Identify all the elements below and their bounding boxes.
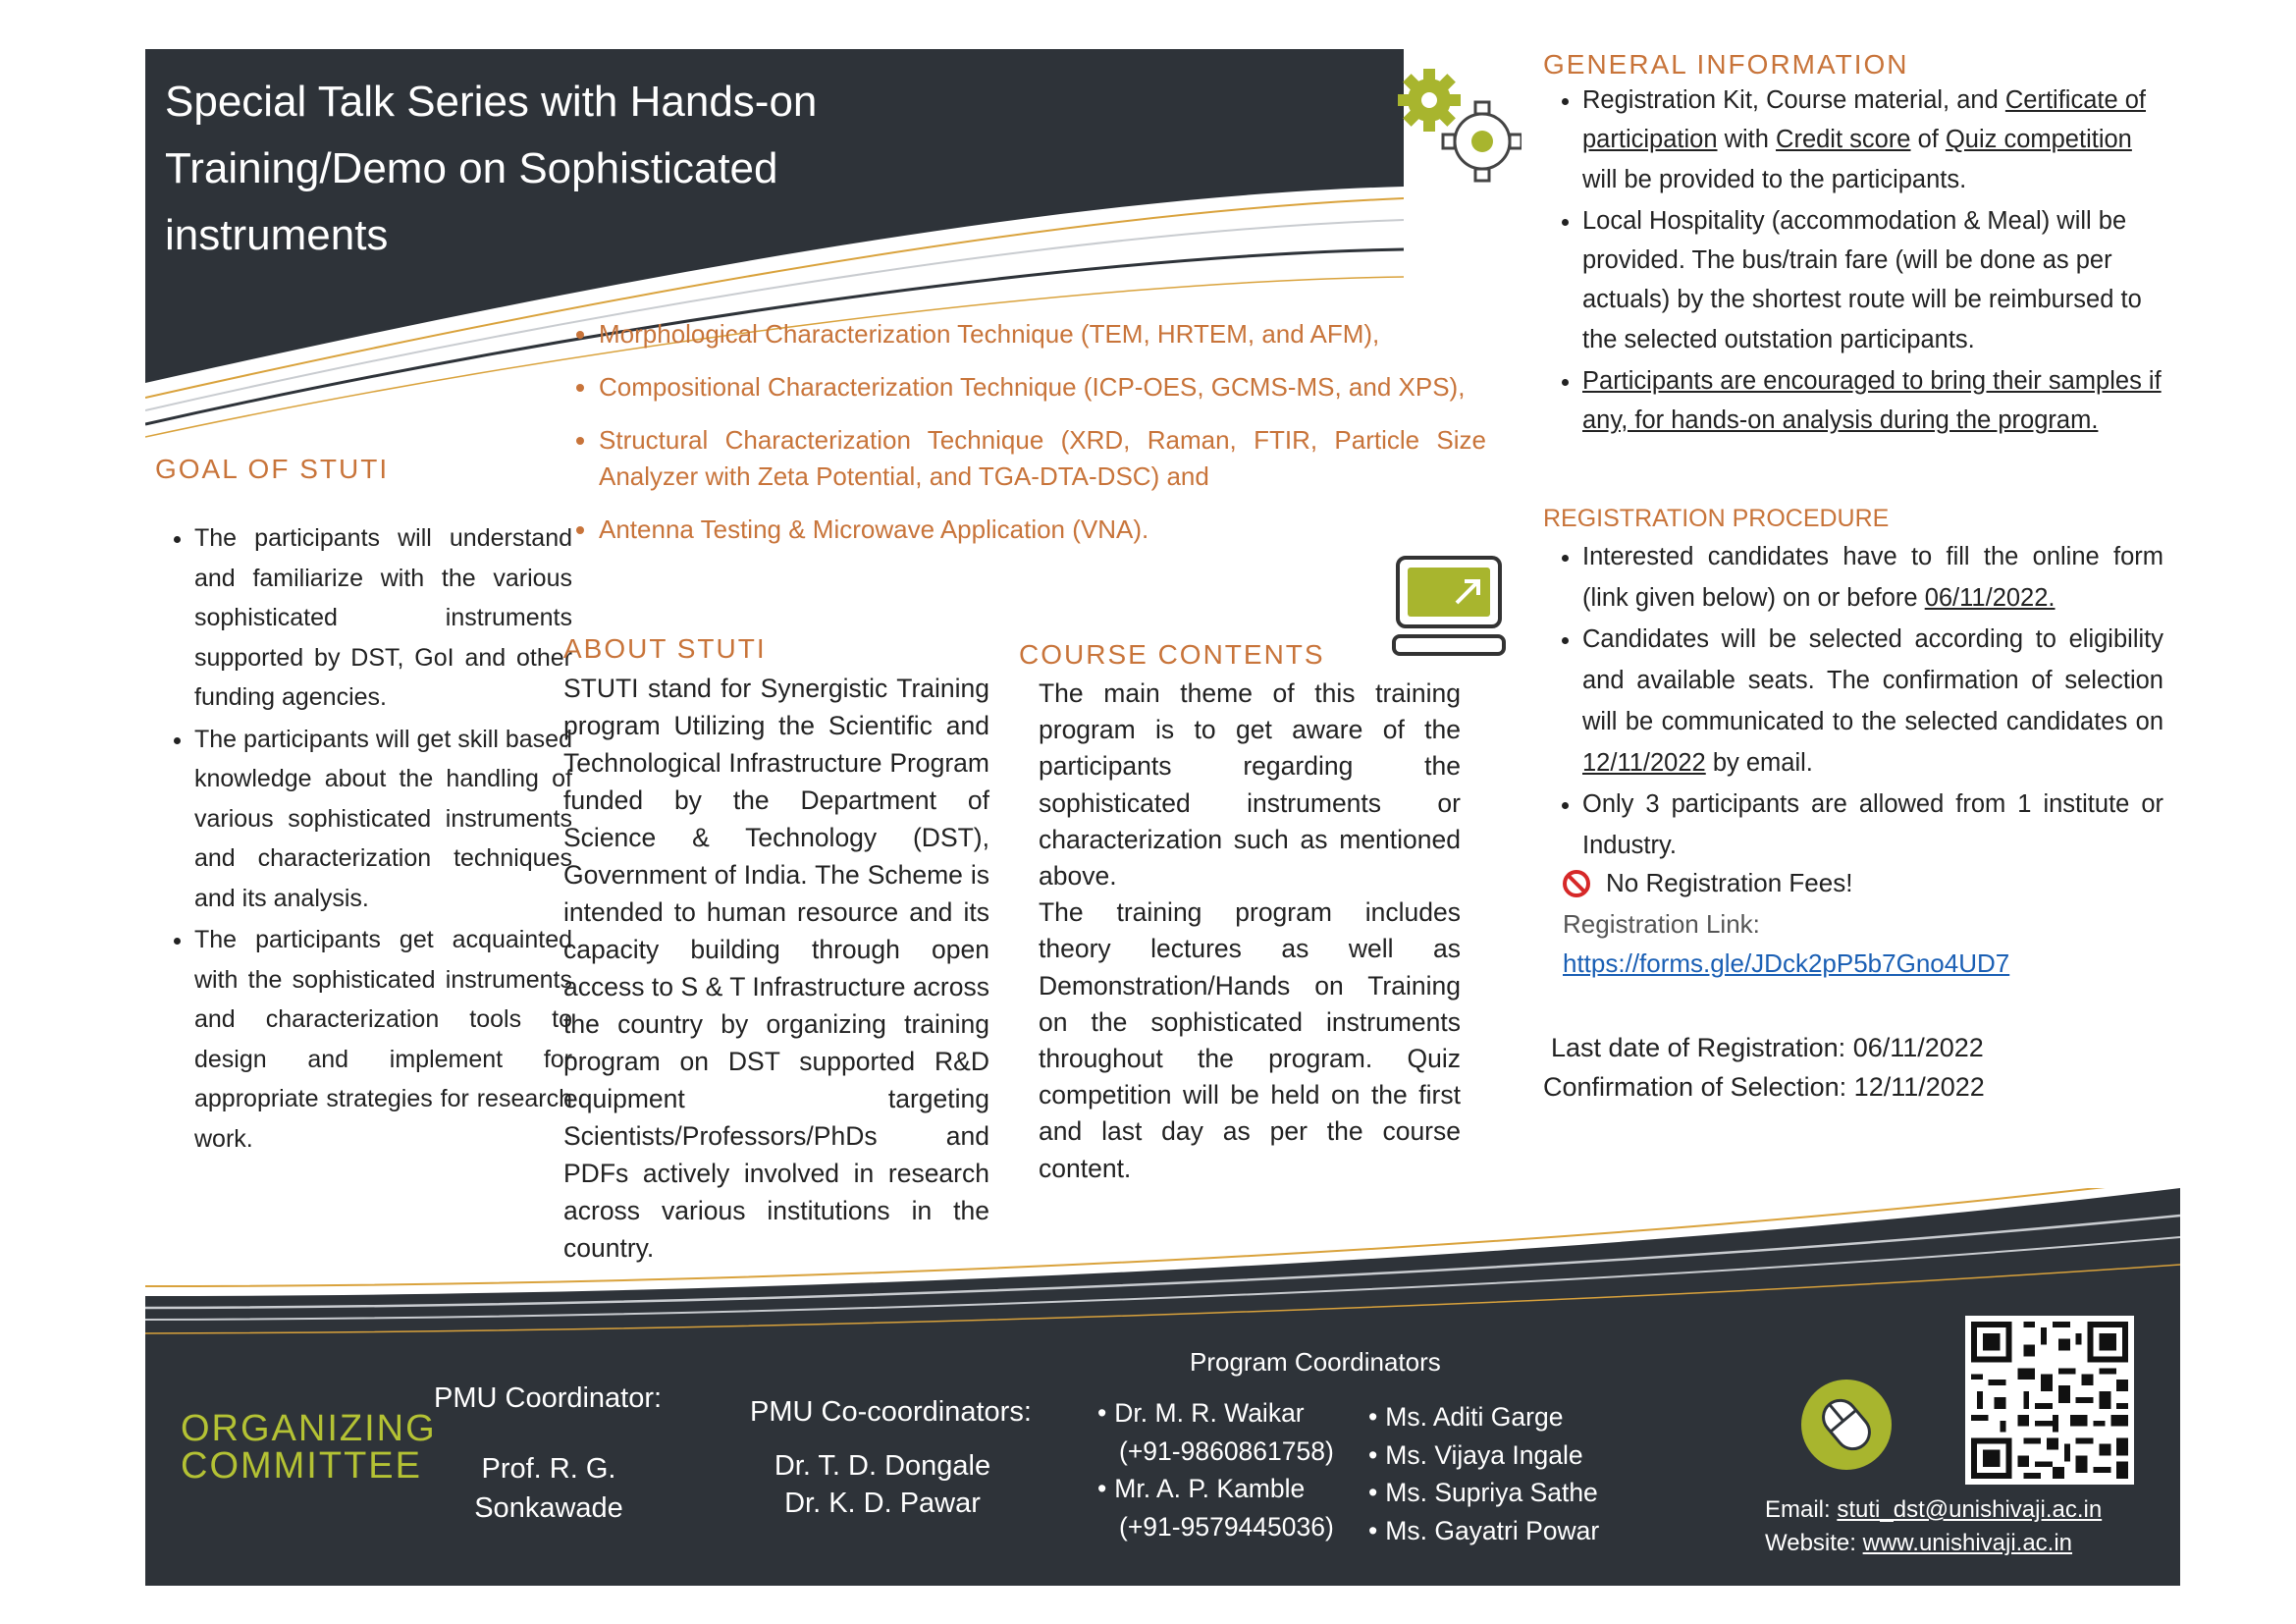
course-body [1039, 676, 1461, 1187]
mouse-icon [1800, 1379, 1893, 1471]
registration-link[interactable]: https://forms.gle/JDck2pP5b7Gno4UD7 [1563, 948, 2010, 978]
contact-website: Website: www.unishivaji.ac.in [1765, 1530, 2073, 1556]
technique-item: • Compositional Characterization Technique (ICP-OES, GCMS-MS, and XPS), [599, 369, 1486, 406]
no-entry-icon [1563, 870, 1590, 897]
coordinator-phone: (+91-9579445036) [1119, 1511, 1334, 1542]
website-link[interactable]: www.unishivaji.ac.in [1862, 1530, 2073, 1556]
technique-item: • Morphological Characterization Technique (TEM, HRTEM, and AFM), [599, 316, 1486, 352]
program-coordinators-col2 [1368, 1398, 1599, 1549]
goal-title: GOAL OF STUTI [155, 454, 390, 484]
registration-item: • Only 3 participants are allowed from 1 institute or Industry. [1582, 784, 2163, 866]
program-coordinators-label: Program Coordinators [1190, 1347, 1441, 1377]
last-date: Last date of Registration: 06/11/2022 [1551, 1033, 1984, 1062]
registration-link-label: Registration Link: [1563, 909, 1760, 939]
pmu-coordinator-label: PMU Coordinator: [434, 1382, 663, 1414]
qr-code-icon [1965, 1316, 2134, 1485]
coordinator-name: • Ms. Gayatri Powar [1368, 1512, 1599, 1550]
technique-item: • Structural Characterization Technique (XRD, Raman, FTIR, Particle Size Analyzer with Zeta Potential, and TGA-DTA-DSC) and [599, 422, 1486, 495]
general-title: GENERAL INFORMATION [1543, 49, 1909, 80]
no-fee-line [1563, 868, 1852, 898]
course-para: The training program includes theory lectures as well as Demonstration/Hands on Training on the sophisticated instruments throughout the program. Quiz competition will be held on the first and last day as per the course content. [1039, 897, 1461, 1183]
about-title: ABOUT STUTI [563, 633, 767, 664]
email-link[interactable]: stuti_dst@unishivaji.ac.in [1837, 1496, 2103, 1523]
registration-title: REGISTRATION PROCEDURE [1543, 505, 1890, 532]
pmu-cocoordinators-names: Dr. T. D. Dongale Dr. K. D. Pawar [774, 1450, 991, 1519]
general-item: • Local Hospitality (accommodation & Meal) will be provided. The bus/train fare (will be done as per actuals) by the shortest route will be reimbursed to the selected outstation participants. [1582, 201, 2173, 359]
course-title: COURSE CONTENTS [1019, 639, 1325, 670]
general-list [1539, 81, 2173, 443]
coordinator-name: • Ms. Supriya Sathe [1368, 1474, 1599, 1512]
coordinator-name: • Dr. M. R. Waikar [1097, 1394, 1334, 1433]
coordinator-name: • Ms. Aditi Garge [1368, 1398, 1599, 1436]
coordinator-name: • Mr. A. P. Kamble [1097, 1470, 1334, 1508]
course-para: The main theme of this training program is to get aware of the participants regarding the sophisticated instruments or characterization such as mentioned above. [1039, 678, 1461, 892]
goal-item: • The participants will understand and familiarize with the various sophisticated instruments supported by DST, GoI and other funding agencies. [194, 518, 572, 718]
laptop-icon [1392, 554, 1506, 660]
goal-item: • The participants get acquainted with the sophisticated instruments and characterization tools to design and implement for appropriate strategies for research work. [194, 920, 572, 1159]
registration-item: • Candidates will be selected according to eligibility and available seats. The confirmation of selection will be communicated to the selected candidates on 12/11/2022 by email. [1582, 619, 2163, 784]
registration-item: • Interested candidates have to fill the online form (link given below) on or before 06/11/2022. [1582, 536, 2163, 619]
coordinator-name: • Ms. Vijaya Ingale [1368, 1436, 1599, 1475]
goal-list [147, 518, 572, 1161]
about-body: STUTI stand for Synergistic Training program Utilizing the Scientific and Technological Infrastructure Program funded by the Department of Science & Technology (DST), Government of India. The Scheme is intended to human resource and its capacity building through open access to S & T Infrastructure across the country by organizing training program on DST supported R&D equipment targeting Scientists/Professors/PhDs and PDFs actively involved in research across various institutions in the country. [563, 674, 989, 1263]
gears-icon [1394, 65, 1522, 187]
no-fee-text: No Registration Fees! [1606, 868, 1853, 897]
pmu-coordinator-name: Prof. R. G. Sonkawade [474, 1453, 623, 1524]
confirmation-date: Confirmation of Selection: 12/11/2022 [1543, 1072, 1985, 1102]
program-coordinators-col1 [1097, 1394, 1334, 1545]
contact-email: Email: stuti_dst@unishivaji.ac.in [1765, 1496, 2103, 1523]
pmu-cocoordinators-label: PMU Co-coordinators: [750, 1396, 1032, 1428]
technique-item: • Antenna Testing & Microwave Application (VNA). [599, 512, 1486, 548]
registration-list [1563, 536, 2163, 866]
coordinator-phone: (+91-9860861758) [1119, 1435, 1334, 1466]
committee-title: ORGANIZING COMMITTEE [181, 1408, 437, 1487]
technique-list [567, 316, 1486, 565]
goal-item: • The participants will get skill based knowledge about the handling of various sophisticated instruments and characterization techniques and its analysis. [194, 720, 572, 919]
general-item: • Participants are encouraged to bring their samples if any, for hands-on analysis during the program. [1582, 361, 2173, 441]
general-item: • Registration Kit, Course material, and Certificate of participation with Credit score of Quiz competition will be provided to the participants. [1582, 81, 2173, 199]
page-title: Special Talk Series with Hands-on Training/Demo on Sophisticated instruments [165, 78, 818, 259]
